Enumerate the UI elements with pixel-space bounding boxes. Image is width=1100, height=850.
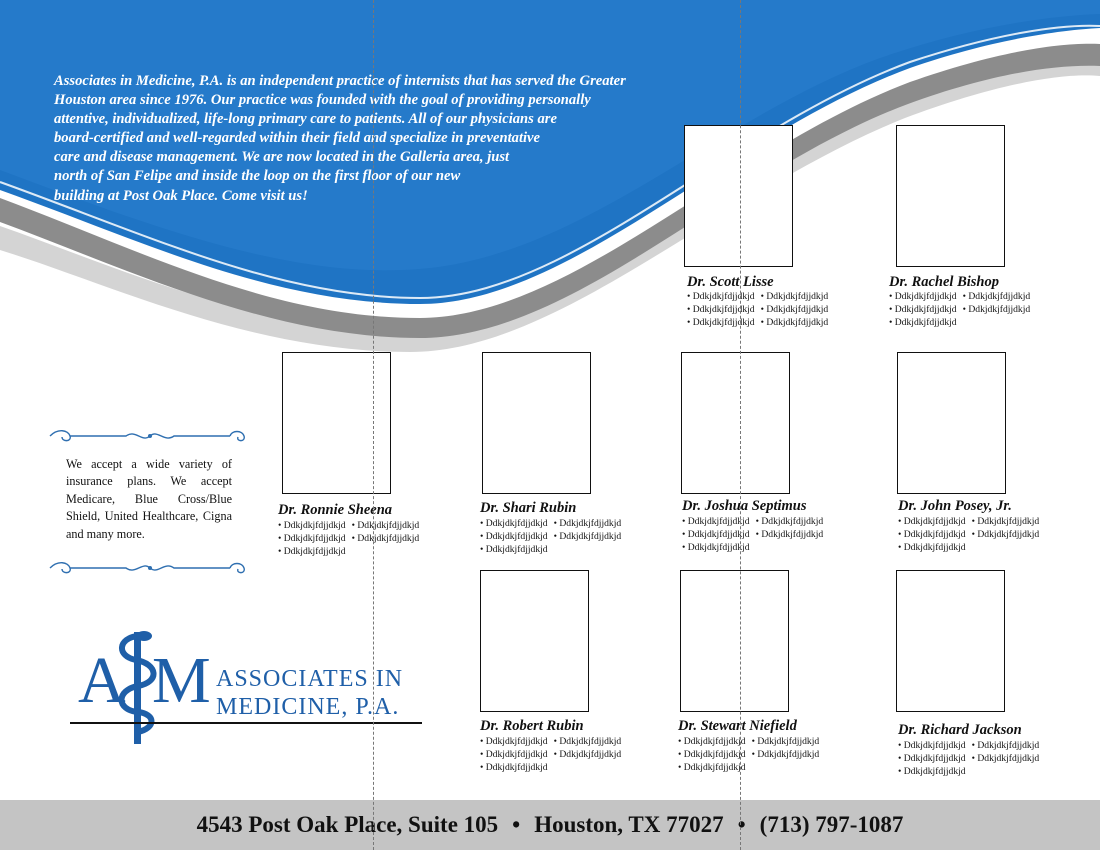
flourish-ornament-bottom <box>48 558 252 578</box>
bullet-item: • Ddkjdkjfdjjdkjd <box>898 528 966 540</box>
doctor-bullets <box>480 518 621 556</box>
doctor-name: Dr. Joshua Septimus <box>682 498 807 514</box>
bullet-item: • Ddkjdkjfdjjdkjd <box>971 740 1040 751</box>
footer-separator: • <box>737 812 746 837</box>
bullet-item: • Ddkjdkjfdjjdkjd <box>278 520 346 531</box>
bullet-item: • Ddkjdkjfdjjdkjd <box>553 518 622 529</box>
fold-guide-right <box>740 0 741 850</box>
bullet-item: • Ddkjdkjfdjjdkjd <box>351 520 420 531</box>
bullet-item: • Ddkjdkjfdjjdkjd <box>760 303 829 315</box>
bullet-item: • Ddkjdkjfdjjdkjd <box>480 736 548 747</box>
doctor-bullets <box>480 736 621 774</box>
bullet-item: • Ddkjdkjfdjjdkjd <box>751 748 820 760</box>
doctor-name: Dr. Ronnie Sheena <box>278 502 393 518</box>
bullet-item: • Ddkjdkjfdjjdkjd <box>480 543 548 555</box>
intro-line: care and disease management. We are now located in the Galleria area, just <box>54 149 510 166</box>
bullet-item: • Ddkjdkjfdjjdkjd <box>971 516 1040 527</box>
doctor-photo-placeholder <box>480 570 589 712</box>
bullet-item: • Ddkjdkjfdjjdkjd <box>278 532 346 544</box>
bullet-item: • Ddkjdkjfdjjdkjd <box>898 516 966 527</box>
footer-phone: (713) 797-1087 <box>759 812 904 837</box>
bullet-item: • Ddkjdkjfdjjdkjd <box>898 752 966 764</box>
doctor-bullets <box>889 291 1030 329</box>
doctor-name: Dr. Scott Lisse <box>687 274 774 290</box>
bullet-item: • Ddkjdkjfdjjdkjd <box>760 291 829 302</box>
bullet-item: • Ddkjdkjfdjjdkjd <box>480 761 548 773</box>
bullet-item: • Ddkjdkjfdjjdkjd <box>755 528 824 540</box>
doctor-name: Dr. John Posey, Jr. <box>898 498 1012 514</box>
doctor-name: Dr. Robert Rubin <box>480 718 584 734</box>
doctor-bullets <box>687 291 828 329</box>
bullet-item: • Ddkjdkjfdjjdkjd <box>898 541 966 553</box>
intro-line: Houston area since 1976. Our practice was founded with the goal of providing personally <box>54 92 591 109</box>
logo-text-line1: ASSOCIATES IN <box>216 666 404 692</box>
doctor-bullets <box>278 520 419 558</box>
bullet-item: • Ddkjdkjfdjjdkjd <box>962 303 1031 315</box>
bullet-item: • Ddkjdkjfdjjdkjd <box>480 748 548 760</box>
bullet-item: • Ddkjdkjfdjjdkjd <box>971 752 1040 764</box>
doctor-name: Dr. Rachel Bishop <box>889 274 999 290</box>
footer-separator: • <box>512 812 521 837</box>
bullet-item: • Ddkjdkjfdjjdkjd <box>678 748 746 760</box>
bullet-item: • Ddkjdkjfdjjdkjd <box>678 761 746 773</box>
intro-line: building at Post Oak Place. Come visit us! <box>54 187 308 204</box>
doctor-photo-placeholder <box>482 352 591 494</box>
bullet-item: • Ddkjdkjfdjjdkjd <box>889 303 957 315</box>
bullet-item: • Ddkjdkjfdjjdkjd <box>682 516 750 527</box>
bullet-item: • Ddkjdkjfdjjdkjd <box>889 316 957 328</box>
bullet-item: • Ddkjdkjfdjjdkjd <box>687 291 755 302</box>
doctor-photo-placeholder <box>680 570 789 712</box>
doctor-bullets <box>678 736 819 774</box>
logo-text-line2: MEDICINE, P.A. <box>216 694 400 720</box>
bullet-item: • Ddkjdkjfdjjdkjd <box>898 765 966 777</box>
doctor-name: Dr. Stewart Niefield <box>678 718 797 734</box>
bullet-item: • Ddkjdkjfdjjdkjd <box>687 303 755 315</box>
doctor-bullets <box>898 740 1039 778</box>
intro-line: board-certified and well-regarded within their field and specialize in preventative <box>54 130 541 147</box>
bullet-item: • Ddkjdkjfdjjdkjd <box>898 740 966 751</box>
bullet-item: • Ddkjdkjfdjjdkjd <box>687 316 755 328</box>
logo-letter-a: A <box>78 644 126 717</box>
intro-line: attentive, individualized, life-long primary care to patients. All of our physicians are <box>54 111 557 128</box>
bullet-item: • Ddkjdkjfdjjdkjd <box>682 541 750 553</box>
footer-address: 4543 Post Oak Place, Suite 105 <box>196 812 499 837</box>
bullet-item: • Ddkjdkjfdjjdkjd <box>553 736 622 747</box>
doctor-name: Dr. Richard Jackson <box>898 722 1022 738</box>
bullet-item: • Ddkjdkjfdjjdkjd <box>751 736 820 747</box>
flourish-ornament-top <box>48 426 252 446</box>
bullet-item: • Ddkjdkjfdjjdkjd <box>889 291 957 302</box>
doctor-photo-placeholder <box>897 352 1006 494</box>
bullet-item: • Ddkjdkjfdjjdkjd <box>755 516 824 527</box>
bullet-item: • Ddkjdkjfdjjdkjd <box>553 748 622 760</box>
bullet-item: • Ddkjdkjfdjjdkjd <box>351 532 420 544</box>
bullet-item: • Ddkjdkjfdjjdkjd <box>682 528 750 540</box>
intro-line: north of San Felipe and inside the loop on the first floor of our new <box>54 168 461 185</box>
doctor-photo-placeholder <box>681 352 790 494</box>
bullet-item: • Ddkjdkjfdjjdkjd <box>553 530 622 542</box>
logo-underline <box>70 722 422 724</box>
footer-contact-bar <box>0 800 1100 850</box>
doctor-photo-placeholder <box>282 352 391 494</box>
insurance-text: We accept a wide variety of insurance plans. We accept Medicare, Blue Cross/Blue Shield, United Healthcare, Cigna and many more. <box>66 457 232 541</box>
footer-city: Houston, TX 77027 <box>534 812 724 837</box>
doctor-photo-placeholder <box>896 570 1005 712</box>
bullet-item: • Ddkjdkjfdjjdkjd <box>278 545 346 557</box>
doctor-photo-placeholder <box>896 125 1005 267</box>
intro-line: Associates in Medicine, P.A. is an independent practice of internists that has served the Greater <box>54 73 626 89</box>
bullet-item: • Ddkjdkjfdjjdkjd <box>971 528 1040 540</box>
bullet-item: • Ddkjdkjfdjjdkjd <box>962 291 1031 302</box>
bullet-item: • Ddkjdkjfdjjdkjd <box>760 316 829 328</box>
bullet-item: • Ddkjdkjfdjjdkjd <box>678 736 746 747</box>
logo-letter-m: M <box>152 644 211 717</box>
doctor-bullets <box>682 516 823 554</box>
bullet-item: • Ddkjdkjfdjjdkjd <box>480 530 548 542</box>
doctor-name: Dr. Shari Rubin <box>480 500 577 516</box>
intro-paragraph <box>54 72 734 206</box>
bullet-item: • Ddkjdkjfdjjdkjd <box>480 518 548 529</box>
doctor-bullets <box>898 516 1039 554</box>
fold-guide-left <box>373 0 374 850</box>
